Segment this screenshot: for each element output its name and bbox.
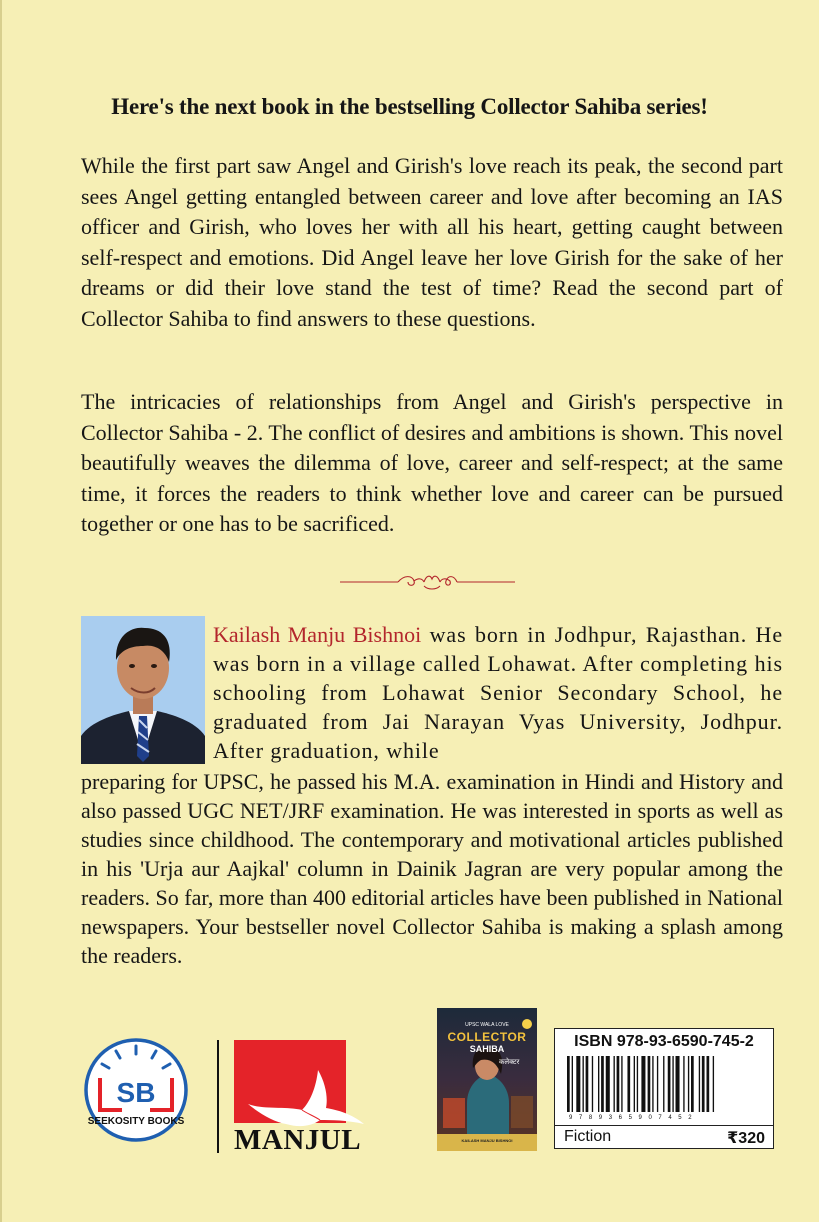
barcode-bar <box>641 1056 645 1112</box>
barcode-bar <box>576 1056 580 1112</box>
seekosity-books-logo <box>82 1038 190 1150</box>
barcode-bar <box>598 1056 599 1112</box>
synopsis-paragraph-1: While the first part saw Angel and Girish's love reach its peak, the second part sees Angel getting entangled between career and love after becoming an IAS officer and Girish, who loves her with all his heart, getting caught between self-respect and emotions. Did Angel leave her love Girish for the sake of her dreams or did their love stand the test of time? Read the second part of Collector Sahiba to find answers to these questions. <box>81 153 783 331</box>
barcode-bar <box>606 1056 610 1112</box>
manjul-name: MANJUL <box>234 1124 362 1156</box>
barcode-bar <box>586 1056 589 1112</box>
headline: Here's the next book in the bestselling Collector Sahiba series! <box>111 94 708 119</box>
manjul-bird-icon <box>234 1040 374 1132</box>
cover-author: KAILASH MANJU BISHNOI <box>461 1138 513 1143</box>
isbn-number: ISBN 978-93-6590-745-2 <box>574 1033 754 1050</box>
barcode-bar <box>702 1056 705 1112</box>
barcode-bar <box>683 1056 684 1112</box>
author-name: Kailash Manju Bishnoi <box>213 622 422 647</box>
author-photo <box>81 616 205 764</box>
barcode-bar <box>657 1056 658 1112</box>
seekosity-books-name: SEEKOSITY BOOKS <box>87 1116 185 1127</box>
barcode-bar <box>713 1056 714 1112</box>
barcode-bar <box>592 1056 593 1112</box>
sb-monogram: SB <box>116 1077 156 1108</box>
logo-divider <box>217 1040 219 1153</box>
barcode-bar <box>707 1056 710 1112</box>
page-edge <box>0 0 2 1222</box>
barcode-bar <box>617 1056 620 1112</box>
barcode-bar <box>648 1056 651 1112</box>
barcode-bar <box>621 1056 622 1112</box>
cover-title: COLLECTOR <box>447 1030 527 1044</box>
synopsis-paragraph-2: The intricacies of relationships from Angel and Girish's perspective in Collector Sahiba - 2. The conflict of desires and ambitions is shown. This novel beautifully weaves the dilemma of love, career and self-respect; at the same time, it forces the readers to think whether love and career can be pursued together or one has to be sacrificed. <box>81 389 783 536</box>
barcode-bar <box>699 1056 700 1112</box>
cover-subtitle: SAHIBA <box>469 1044 505 1054</box>
barcode-bar <box>663 1056 664 1112</box>
barcode-icon <box>565 1056 765 1116</box>
barcode-bar <box>614 1056 615 1112</box>
barcode-bar <box>583 1056 584 1112</box>
barcode-bar <box>572 1056 573 1112</box>
isbn-footer <box>555 1125 773 1149</box>
price-label: ₹320 <box>727 1130 765 1147</box>
barcode-bar <box>637 1056 638 1112</box>
cover-top-line: UPSC WALA LOVE <box>465 1022 509 1028</box>
barcode-bar <box>688 1056 689 1112</box>
barcode-bar <box>672 1056 673 1112</box>
barcode-bar <box>627 1056 630 1112</box>
author-bio-continued: preparing for UPSC, he passed his M.A. examination in Hindi and History and also passed UGC NET/JRF examination. He was interested in sports as well as studies since childhood. The contemporary and motivational articles published in his 'Urja aur Aajkal' column in Dainik Jagran are very popular among the readers. So far, more than 400 editorial articles have been published in National newspapers. Your bestseller novel Collector Sahiba is making a splash among the readers. <box>81 769 783 968</box>
cover-hindi-title: कलेक्टर <box>499 1058 520 1066</box>
barcode-bar <box>634 1056 635 1112</box>
barcode-bar <box>652 1056 653 1112</box>
barcode-bar <box>676 1056 680 1112</box>
book-cover-thumbnail <box>437 1008 537 1151</box>
barcode-bar <box>601 1056 604 1112</box>
author-bio-intro-text: was born in Jodhpur, Rajasthan. He was born in a village called Lohawat. After completing his schooling from Lohawat Senior Secondary School, he graduated from Jai Narayan Vyas University, Jodhpur. After graduation, while <box>213 622 783 763</box>
barcode-bar <box>691 1056 694 1112</box>
ornament-divider <box>340 572 515 592</box>
genre-label: Fiction <box>564 1128 612 1145</box>
barcode-bar <box>668 1056 671 1112</box>
isbn-barcode-box <box>554 1028 774 1149</box>
author-bio-intro <box>213 620 783 765</box>
barcode-bar <box>567 1056 570 1112</box>
barcode-digits: 9789365907452 <box>569 1115 699 1121</box>
